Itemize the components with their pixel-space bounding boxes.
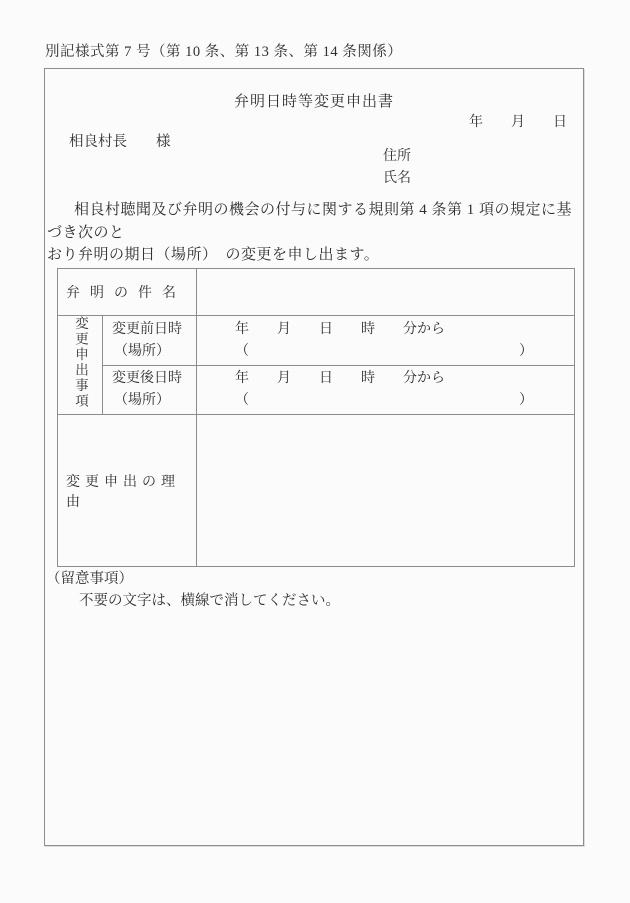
subject-input-cell <box>197 269 575 316</box>
after-datetime-cell <box>197 366 575 415</box>
form-border-box <box>44 68 584 846</box>
after-place-parens <box>197 390 533 412</box>
document-title: 弁明日時等変更申出書 <box>233 94 394 110</box>
before-datetime-line: 年 月 日 時 分から <box>235 321 445 337</box>
change-items-label-cell <box>58 316 103 415</box>
after-label-line2: （場所） <box>114 393 170 408</box>
table-row-reason <box>58 415 575 567</box>
body-line-2: おり弁明の期日（場所） の変更を申し出ます。 <box>47 247 380 263</box>
open-paren: （ <box>235 393 249 408</box>
date-field: 年 月 日 <box>469 115 567 130</box>
before-label-cell <box>103 316 197 366</box>
name-label: 氏名 <box>383 171 411 186</box>
note-item: 不要の文字は、横線で消してください。 <box>79 593 340 609</box>
before-place-parens <box>197 341 533 363</box>
notes-heading: （留意事項） <box>46 571 133 587</box>
change-items-vertical-label: 変更申出事項 <box>73 316 88 409</box>
reason-input-cell <box>197 415 575 567</box>
table-row-subject <box>58 269 575 316</box>
form-id-note: 別記様式第 7 号（第 10 条、第 13 条、第 14 条関係） <box>45 44 403 60</box>
address-label: 住所 <box>383 149 411 164</box>
table-row-after <box>58 366 575 415</box>
after-label-line1: 変更後日時 <box>112 371 182 386</box>
body-line-1: 相良村聴聞及び弁明の機会の付与に関する規則第 4 条第 1 項の規定に基づき次のと <box>47 202 573 241</box>
body-paragraph <box>47 199 581 267</box>
after-datetime-line: 年 月 日 時 分から <box>235 371 445 386</box>
open-paren: （ <box>235 343 249 359</box>
reason-label-cell: 変更申出の理由 <box>58 415 197 567</box>
applicant-block <box>383 146 411 190</box>
recipient-line: 相良村長 様 <box>69 134 171 150</box>
before-label-line1: 変更前日時 <box>112 321 182 337</box>
table-row-before <box>58 316 575 366</box>
close-paren: ） <box>519 393 533 408</box>
before-datetime-cell <box>197 316 575 366</box>
after-label-cell <box>103 366 197 415</box>
subject-label-cell: 弁明の件名 <box>58 269 197 316</box>
change-request-table <box>57 268 575 567</box>
close-paren: ） <box>519 343 533 359</box>
notes-section <box>46 568 340 612</box>
before-label-line2: （場所） <box>114 343 170 359</box>
